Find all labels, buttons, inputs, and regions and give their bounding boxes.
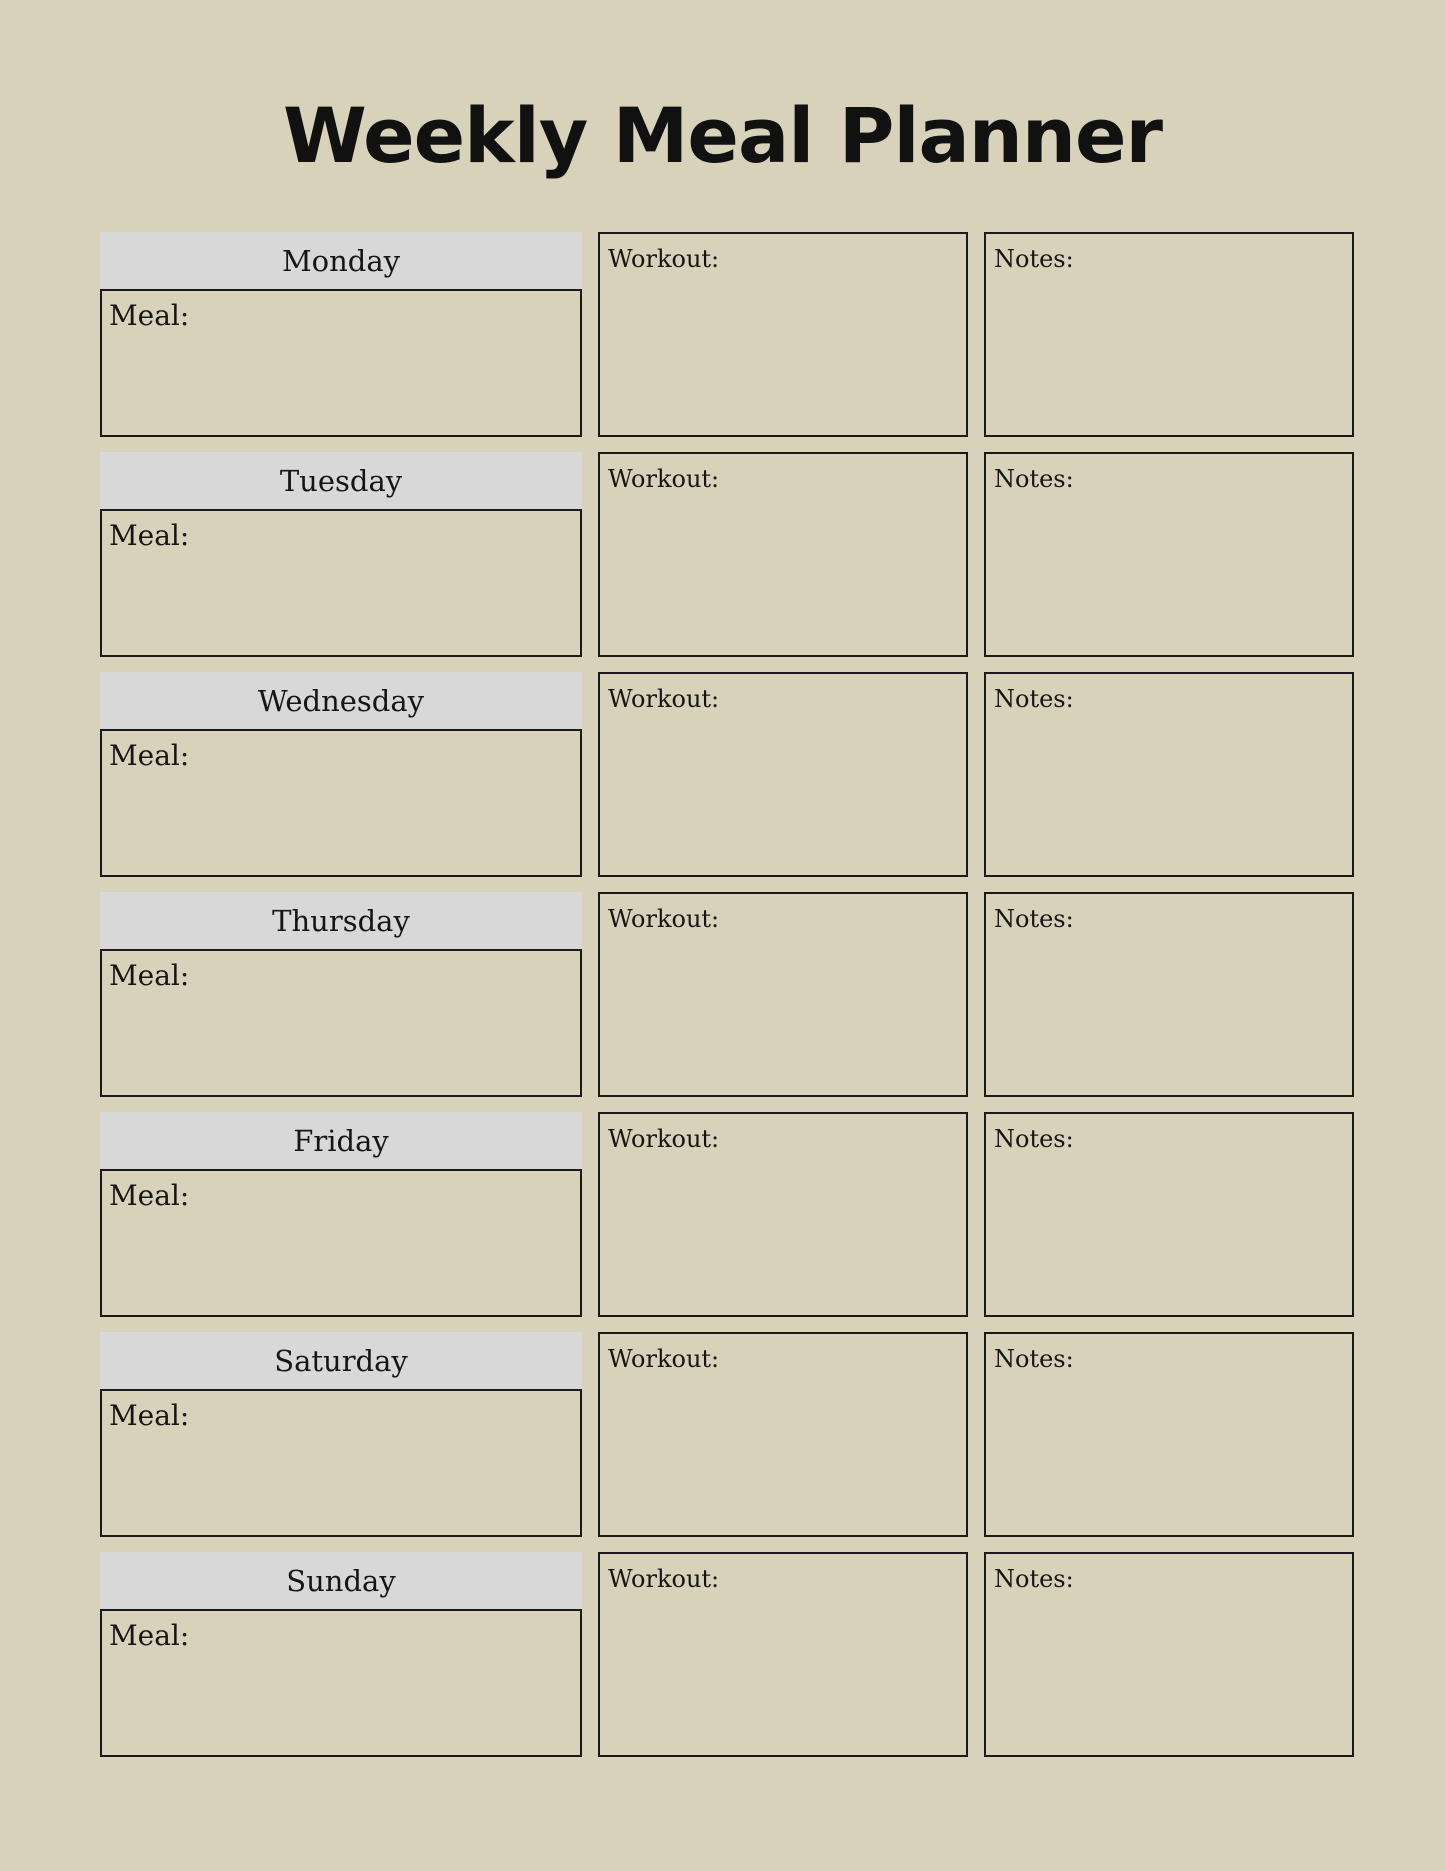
- workout-box[interactable]: [598, 452, 968, 657]
- day-column: [100, 1552, 582, 1757]
- meal-label: Meal:: [109, 1619, 190, 1652]
- notes-label: Notes:: [994, 685, 1074, 713]
- meal-box[interactable]: [100, 289, 582, 437]
- notes-label: Notes:: [994, 465, 1074, 493]
- day-column: [100, 232, 582, 437]
- notes-label: Notes:: [994, 1345, 1074, 1373]
- workout-box[interactable]: [598, 892, 968, 1097]
- workout-box[interactable]: [598, 232, 968, 437]
- day-column: [100, 892, 582, 1097]
- meal-label: Meal:: [109, 299, 190, 332]
- day-header: Wednesday: [100, 672, 582, 730]
- notes-box[interactable]: [984, 672, 1354, 877]
- workout-label: Workout:: [608, 1345, 720, 1373]
- day-row-saturday: [100, 1332, 1354, 1537]
- meal-box[interactable]: [100, 509, 582, 657]
- workout-label: Workout:: [608, 905, 720, 933]
- planner-grid: [100, 232, 1354, 1772]
- notes-box[interactable]: [984, 1552, 1354, 1757]
- day-header: Sunday: [100, 1552, 582, 1610]
- workout-label: Workout:: [608, 1125, 720, 1153]
- notes-box[interactable]: [984, 452, 1354, 657]
- notes-label: Notes:: [994, 1125, 1074, 1153]
- day-header: Monday: [100, 232, 582, 290]
- meal-box[interactable]: [100, 1609, 582, 1757]
- notes-box[interactable]: [984, 232, 1354, 437]
- day-row-monday: [100, 232, 1354, 437]
- notes-label: Notes:: [994, 905, 1074, 933]
- workout-box[interactable]: [598, 672, 968, 877]
- meal-label: Meal:: [109, 739, 190, 772]
- day-column: [100, 672, 582, 877]
- meal-label: Meal:: [109, 1399, 190, 1432]
- page-title: Weekly Meal Planner: [282, 91, 1163, 180]
- day-row-thursday: [100, 892, 1354, 1097]
- day-header: Tuesday: [100, 452, 582, 510]
- day-header: Saturday: [100, 1332, 582, 1390]
- day-header: Friday: [100, 1112, 582, 1170]
- day-row-tuesday: [100, 452, 1354, 657]
- workout-box[interactable]: [598, 1552, 968, 1757]
- notes-box[interactable]: [984, 1112, 1354, 1317]
- notes-label: Notes:: [994, 1565, 1074, 1593]
- meal-label: Meal:: [109, 519, 190, 552]
- workout-label: Workout:: [608, 465, 720, 493]
- day-column: [100, 1332, 582, 1537]
- meal-box[interactable]: [100, 949, 582, 1097]
- day-column: [100, 452, 582, 657]
- notes-box[interactable]: [984, 892, 1354, 1097]
- day-header: Thursday: [100, 892, 582, 950]
- meal-box[interactable]: [100, 1169, 582, 1317]
- meal-label: Meal:: [109, 959, 190, 992]
- day-row-sunday: [100, 1552, 1354, 1757]
- workout-label: Workout:: [608, 245, 720, 273]
- notes-box[interactable]: [984, 1332, 1354, 1537]
- day-row-friday: [100, 1112, 1354, 1317]
- workout-box[interactable]: [598, 1112, 968, 1317]
- workout-box[interactable]: [598, 1332, 968, 1537]
- workout-label: Workout:: [608, 1565, 720, 1593]
- meal-label: Meal:: [109, 1179, 190, 1212]
- workout-label: Workout:: [608, 685, 720, 713]
- meal-box[interactable]: [100, 1389, 582, 1537]
- day-column: [100, 1112, 582, 1317]
- meal-box[interactable]: [100, 729, 582, 877]
- day-row-wednesday: [100, 672, 1354, 877]
- notes-label: Notes:: [994, 245, 1074, 273]
